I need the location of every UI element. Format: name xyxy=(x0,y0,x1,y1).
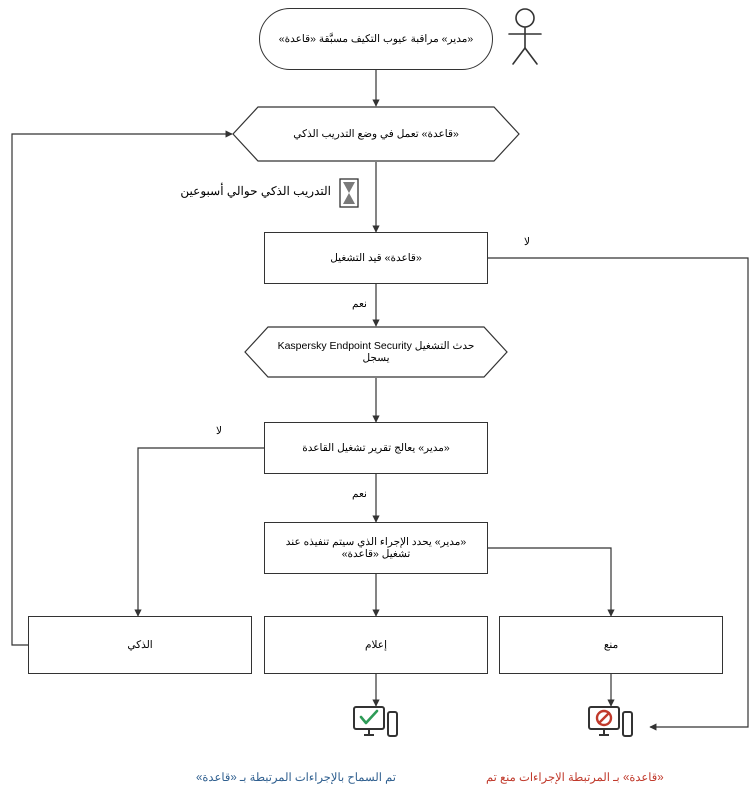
node-rule-on-label: «قاعدة» قيد التشغيل xyxy=(330,252,422,264)
edge-label-no-rule-on: لا xyxy=(524,236,530,248)
training-duration-note: التدريب الذكي حوالي أسبوعين xyxy=(180,184,331,198)
node-start xyxy=(259,8,493,70)
caption-block: «قاعدة» بـ المرتبطة الإجراءات منع تم xyxy=(486,772,664,784)
node-kes-event-label: حدث التشغيل Kaspersky Endpoint Security يسجل xyxy=(277,340,475,364)
monitor-block-icon xyxy=(587,704,635,746)
node-training xyxy=(232,106,520,162)
hourglass-icon xyxy=(338,178,360,208)
node-admin-action-label: «مدير» يحدد الإجراء الذي سيتم تنفيذه عند تشغيل «قاعدة» xyxy=(285,536,467,560)
node-block xyxy=(499,616,723,674)
edge-label-yes-rule-on: نعم xyxy=(352,298,367,310)
monitor-check-icon xyxy=(352,704,400,746)
caption-allow: تم السماح بالإجراءات المرتبطة بـ «قاعدة» xyxy=(196,772,396,784)
node-block-label: منع xyxy=(603,639,619,651)
node-admin-report xyxy=(264,422,488,474)
node-rule-on xyxy=(264,232,488,284)
edge-label-no-report: لا xyxy=(216,425,222,437)
node-training-label: «قاعدة» تعمل في وضع التدريب الذكي xyxy=(293,128,459,140)
node-smart-label: الذكي xyxy=(127,639,153,651)
node-smart xyxy=(28,616,252,674)
node-kes-event xyxy=(244,326,508,378)
edge-label-yes-report: نعم xyxy=(352,488,367,500)
node-inform xyxy=(264,616,488,674)
node-start-label: «مدير» مراقبة عيوب التكيف مسبَّقة «قاعدة» xyxy=(278,33,474,45)
node-admin-report-label: «مدير» يعالج تقرير تشغيل القاعدة xyxy=(302,442,450,454)
user-icon xyxy=(495,6,555,68)
node-inform-label: إعلام xyxy=(365,639,387,651)
node-admin-action xyxy=(264,522,488,574)
